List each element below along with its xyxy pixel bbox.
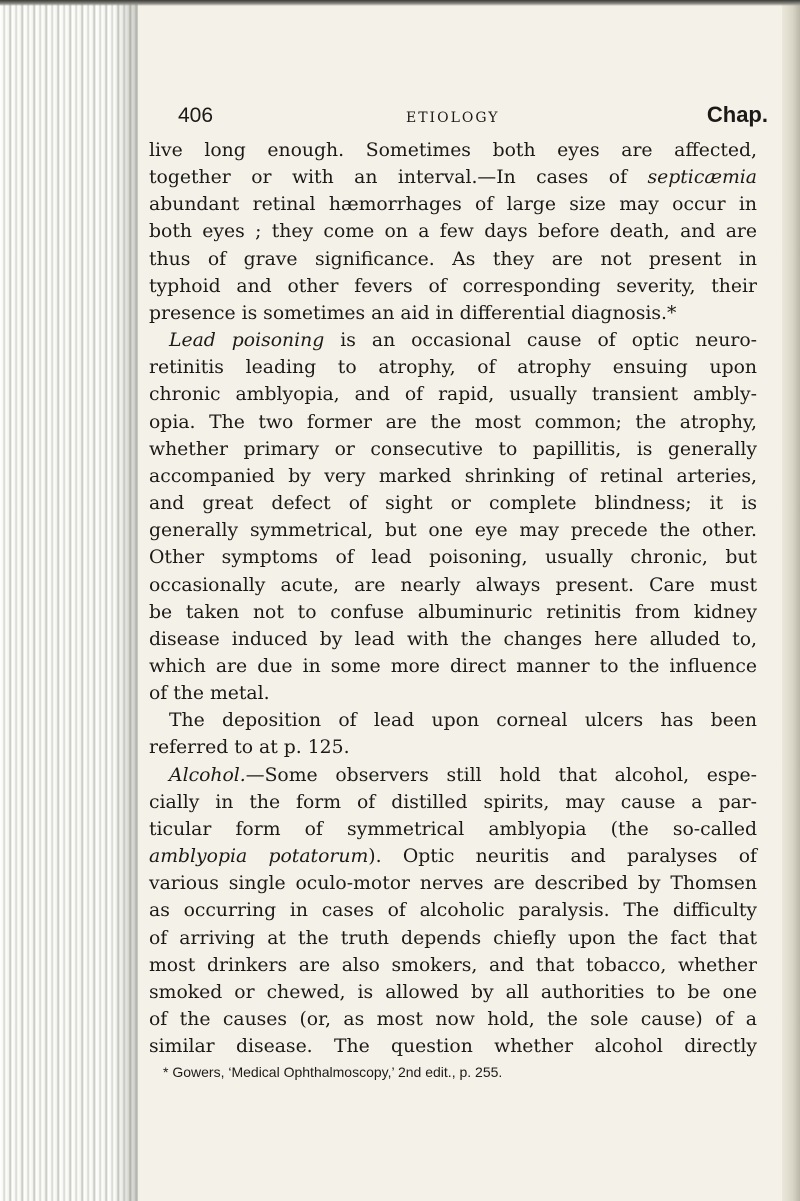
text-line: accompanied by very marked shrinking of retinal arteries,	[149, 465, 757, 487]
italic-term: septicæmia	[647, 167, 757, 189]
text-run: ). Optic neuritis and paralyses of	[368, 846, 757, 868]
top-shadow	[0, 0, 800, 6]
text-line: various single oculo-motor nerves are described by Thomsen	[149, 873, 757, 895]
text-line: which are due in some more direct manner to the influence	[149, 655, 757, 677]
text-line: The deposition of lead upon corneal ulcers has been	[169, 710, 757, 732]
page-header	[178, 104, 768, 132]
section-heading: Alcohol.	[169, 764, 246, 786]
text-line	[149, 327, 757, 354]
text-line: occasionally acute, are nearly always present. Care must	[149, 574, 757, 596]
text-run: is an occasional cause of optic neuro-	[324, 330, 758, 352]
running-head: ETIOLOGY	[406, 110, 500, 126]
text-run: together or with an interval.—In cases of	[149, 167, 648, 189]
page-number: 406	[178, 104, 214, 127]
text-line: Other symptoms of lead poisoning, usually chronic, but	[149, 547, 757, 569]
body-text	[149, 137, 757, 1082]
text-line: and great defect of sight or complete blindness; it is	[149, 493, 757, 515]
text-line	[149, 164, 757, 191]
section-heading: Lead poisoning	[169, 330, 325, 352]
text-line: whether primary or consecutive to papillitis, is generally	[149, 438, 757, 460]
text-line: typhoid and other fevers of corresponding severity, their	[149, 275, 757, 297]
text-line: of the causes (or, as most now hold, the sole cause) of a	[149, 1009, 757, 1030]
text-line: as occurring in cases of alcoholic paralysis. The difficulty	[149, 900, 757, 922]
text-line: smoked or chewed, is allowed by all authorities to be one	[149, 981, 757, 1003]
text-line: retinitis leading to atrophy, of atrophy ensuing upon	[149, 357, 757, 379]
page-edge	[782, 0, 800, 1201]
text-line: be taken not to confuse albuminuric retinitis from kidney	[149, 601, 757, 623]
text-line: both eyes ; they come on a few days before death, and are	[149, 221, 757, 243]
text-line: abundant retinal hæmorrhages of large size may occur in	[149, 194, 757, 216]
chapter-label: Chap.	[706, 102, 768, 127]
text-line: generally symmetrical, but one eye may precede the other.	[149, 520, 757, 542]
text-line: of arriving at the truth depends chiefly upon the fact that	[149, 927, 757, 949]
text-line: cially in the form of distilled spirits, may cause a par-	[149, 791, 757, 813]
text-line: opia. The two former are the most common; the atrophy,	[149, 411, 757, 433]
text-line: thus of grave significance. As they are not present in	[149, 248, 757, 270]
italic-term: amblyopia potatorum	[149, 846, 369, 868]
text-line: ticular form of symmetrical amblyopia (the so-called	[149, 818, 757, 840]
text-line: most drinkers are also smokers, and that tobacco, whether	[149, 954, 757, 976]
text-line	[149, 843, 757, 870]
text-line: chronic amblyopia, and of rapid, usually transient ambly-	[149, 384, 757, 406]
text-run: —Some observers still hold that alcohol, espe-	[245, 764, 757, 786]
footnote: * Gowers, ‘Medical Ophthalmoscopy,’ 2nd edit., p. 255.	[163, 1064, 503, 1081]
text-line: similar disease. The question whether alcohol directly	[149, 1036, 757, 1058]
book-binding	[0, 0, 138, 1201]
text-line: referred to at p. 125.	[149, 737, 350, 759]
text-line: disease induced by lead with the changes here alluded to,	[149, 628, 757, 650]
text-line	[149, 762, 757, 789]
text-line: live long enough. Sometimes both eyes are affected,	[149, 140, 757, 161]
text-line: of the metal.	[149, 683, 270, 705]
text-line: presence is sometimes an aid in differential diagnosis.*	[149, 302, 677, 324]
